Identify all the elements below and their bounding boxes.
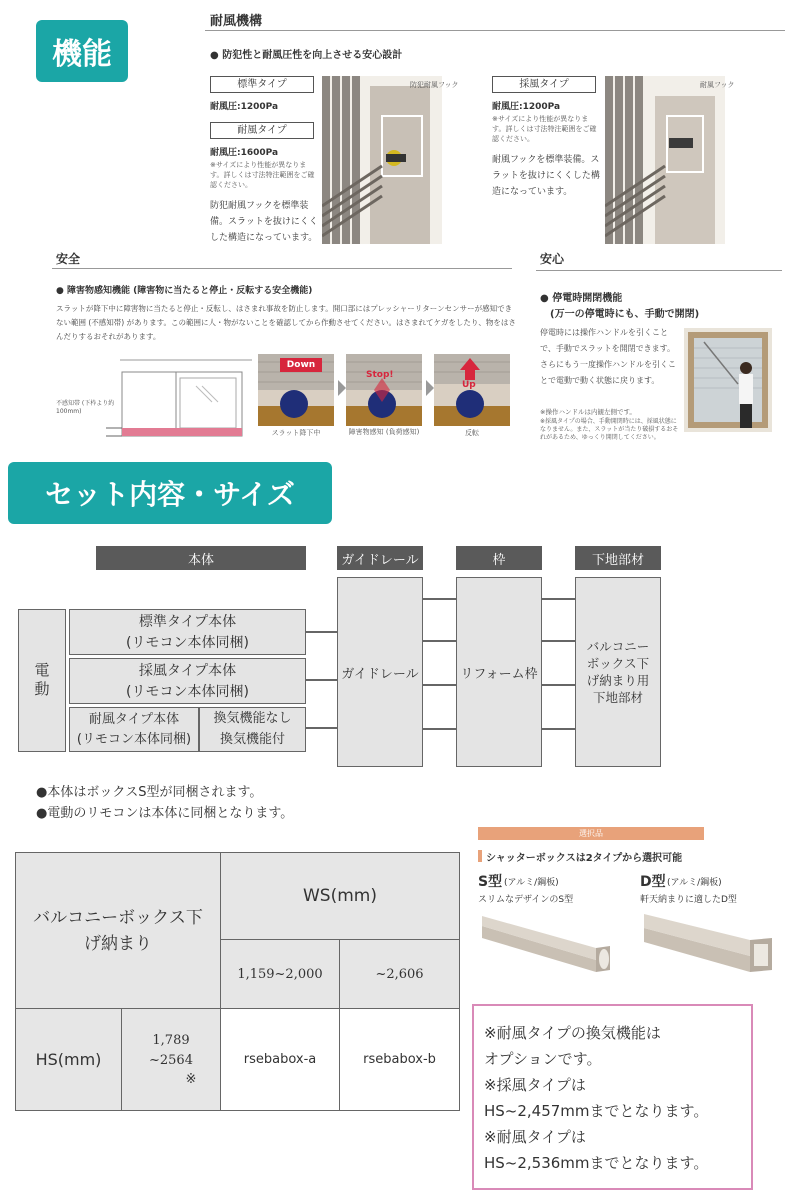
security-hook-illustration: [322, 76, 442, 244]
d-type-desc: 軒天納まりに適したD型: [640, 895, 737, 905]
note-line-4: HS~2,457mmまでとなります。: [484, 1102, 709, 1120]
ws-header: WS(mm): [303, 886, 377, 906]
select-heading: シャッターボックスは2タイプから選択可能: [486, 853, 683, 864]
reassure-body: 停電時には操作ハンドルを引くことで、手動でスラットを開閉できます。さらにもう一度操作ハンドルを引くことで電動で動く状態に戻ります。: [540, 328, 676, 385]
safety-subheading: ● 障害物感知機能 (障害物に当たると停止・反転する安全機能): [56, 286, 313, 296]
ws-range-1-cell: [221, 940, 339, 1008]
step-down-caption: スラット降下中: [271, 429, 321, 437]
code-b: rsebabox-b: [363, 1052, 436, 1067]
set-tab: [8, 462, 332, 524]
step-arrow-1: [336, 380, 346, 396]
hs-range-line1: 1,789: [152, 1032, 190, 1048]
size-table-title-cell: [16, 853, 220, 1008]
header-base: 下地部材: [575, 546, 661, 570]
s-type-box-illustration: [478, 912, 612, 972]
ws-range-2: ~2,606: [375, 966, 424, 982]
standard-type-pressure: 耐風圧:1200Pa: [210, 102, 279, 112]
safety-heading-rule: [52, 268, 512, 269]
note-line-1: ※耐風タイプの換気機能は: [484, 1024, 661, 1042]
reassure-heading-rule: [536, 270, 782, 271]
manual-open-illustration: [684, 328, 772, 432]
s-type-box-image: [478, 912, 612, 972]
step-stop-illustration: [346, 354, 422, 426]
body-item-lighting: [69, 658, 306, 704]
code-b-cell: [340, 1009, 459, 1110]
hs-header-cell: [16, 1009, 121, 1110]
wind-hook-photo: [605, 76, 725, 244]
d-type-material: (アルミ/鋼板): [667, 878, 722, 888]
security-hook-photo: [322, 76, 442, 244]
vent-option-none: 換気機能なし: [199, 707, 306, 730]
reassure-subheading2: (万一の停電時にも、手動で開閉): [550, 309, 700, 320]
safety-diagram: [56, 352, 252, 442]
body-item-standard-line1: 標準タイプ本体: [138, 614, 237, 630]
vent-option-with: 換気機能付: [199, 729, 306, 752]
features-tab-label: 機能: [52, 37, 112, 72]
lighting-type-pressure: 耐風圧:1200Pa: [492, 102, 561, 112]
standard-type-label: 標準タイプ: [210, 76, 314, 93]
step-up-caption: 反転: [465, 429, 479, 437]
reassure-subheading: ● 停電時開閉機能: [540, 293, 623, 304]
header-frame: 枠: [456, 546, 542, 570]
lighting-type-label: 採風タイプ: [492, 76, 596, 93]
select-banner-label: 選択品: [579, 829, 603, 838]
step-stop-badge: Stop!: [366, 370, 394, 380]
hs-header: HS(mm): [35, 1050, 102, 1069]
d-type-box-illustration: [640, 912, 774, 972]
ws-range-1: 1,159~2,000: [237, 966, 323, 982]
windproof-type-note: ※サイズにより性能が異なります。詳しくは寸法特注範囲をご確認ください。: [210, 161, 315, 189]
header-body: 本体: [96, 546, 306, 570]
select-banner: [478, 827, 704, 840]
hs-range-cell: [122, 1009, 220, 1110]
dead-zone-diagram: [56, 352, 252, 442]
side-label-electric: [18, 609, 66, 752]
note-line-3: ※採風タイプは: [484, 1076, 586, 1094]
size-table: [15, 852, 460, 1111]
step-up-badge: Up: [462, 380, 476, 390]
reassure-note1: ※操作ハンドルは内観左側です。: [540, 408, 636, 416]
hs-range-mark: ※: [185, 1071, 197, 1087]
reassure-note2: ※採風タイプの場合、手動開閉時には、採風状態になりません。また、スラットが当たり破損するおそれがあるため、ゆっくり開閉してください。: [540, 418, 679, 441]
manual-open-photo: [684, 328, 772, 432]
note-line-6: HS~2,536mmまでとなります。: [484, 1154, 709, 1172]
set-note-2: ●電動のリモコンは本体に同梱となります。: [36, 806, 294, 821]
note-line-2: オプションです。: [484, 1050, 602, 1068]
base-label: バルコニーボックス下げ納まり用下地部材: [586, 639, 650, 705]
body-item-windproof: [69, 707, 199, 752]
note-line-5: ※耐風タイプは: [484, 1128, 586, 1146]
lighting-type-note: ※サイズにより性能が異なります。詳しくは寸法特注範囲をご確認ください。: [492, 115, 597, 143]
wind-heading: 耐風機構: [210, 14, 263, 29]
body-item-windproof-line2: (リモコン本体同梱): [76, 732, 192, 747]
d-type-name: D型: [640, 874, 666, 890]
code-a: rsebabox-a: [243, 1052, 317, 1067]
wind-heading-rule: [205, 30, 785, 31]
select-heading-marker: [478, 850, 482, 862]
set-note-1: ●本体はボックスS型が同梱されます。: [36, 785, 263, 800]
code-a-cell: [221, 1009, 339, 1110]
dead-zone-label: 不感知帯 (下枠より約100mm): [56, 400, 115, 415]
s-type-desc: スリムなデザインのS型: [478, 895, 574, 905]
wind-subheading: ● 防犯性と耐風圧性を向上させる安心設計: [210, 50, 403, 61]
guide-rail-box: [337, 577, 423, 767]
safety-step-2: [346, 354, 422, 426]
step-down-badge: Down: [280, 358, 322, 372]
guide-rail-label: ガイドレール: [341, 666, 419, 682]
safety-step-3: [434, 354, 510, 426]
safety-heading: 安全: [56, 252, 81, 266]
features-tab: [36, 20, 128, 82]
body-item-lighting-line1: 採風タイプ本体: [138, 663, 237, 679]
ws-header-cell: [221, 853, 459, 939]
frame-label: リフォーム枠: [460, 666, 538, 682]
hs-range-line2: ~2564: [149, 1052, 193, 1068]
size-table-title: バルコニーボックス下げ納まり: [33, 907, 203, 954]
step-arrow-2: [424, 380, 434, 396]
security-hook-caption: 防犯耐風フック: [410, 81, 459, 89]
d-type-box-image: [640, 912, 774, 972]
windproof-type-desc: 防犯耐風フックを標準装備。スラットを抜けにくくした構造になっています。: [210, 201, 318, 243]
frame-box: [456, 577, 542, 767]
s-type-name: S型: [478, 874, 503, 890]
step-up-illustration: [434, 354, 510, 426]
windproof-type-pressure: 耐風圧:1600Pa: [210, 148, 279, 158]
windproof-type-label: 耐風タイプ: [210, 122, 314, 139]
ws-range-2-cell: [340, 940, 459, 1008]
body-item-standard: [69, 609, 306, 655]
side-label-text: 電動: [32, 661, 51, 700]
set-tab-label: セット内容・サイズ: [45, 478, 295, 511]
wind-hook-illustration: [605, 76, 725, 244]
body-item-windproof-line1: 耐風タイプ本体: [88, 712, 180, 727]
s-type-material: (アルミ/鋼板): [504, 878, 559, 888]
step-stop-caption: 障害物感知 (負荷感知): [348, 428, 420, 436]
notes-box: [472, 1004, 753, 1190]
safety-body: スラットが降下中に障害物に当たると停止・反転し、はさまれ事故を防止します。開口部にはプレッシャーリターンセンサーが感知できない範囲 (不感知帯) があります。この範囲に人・物がないことを確認してから作動させてください。はさまれてケガをしたり、物をはさんだりするおそれがあります。: [56, 304, 516, 341]
lighting-type-desc: 耐風フックを標準装備。スラットを抜けにくくした構造になっています。: [492, 155, 600, 197]
wind-hook-caption: 耐風フック: [700, 81, 735, 89]
header-guide-rail: ガイドレール: [337, 546, 423, 570]
body-item-lighting-line2: (リモコン本体同梱): [126, 684, 249, 700]
base-box: [575, 577, 661, 767]
body-item-standard-line2: (リモコン本体同梱): [126, 635, 249, 651]
reassure-heading: 安心: [540, 252, 565, 266]
